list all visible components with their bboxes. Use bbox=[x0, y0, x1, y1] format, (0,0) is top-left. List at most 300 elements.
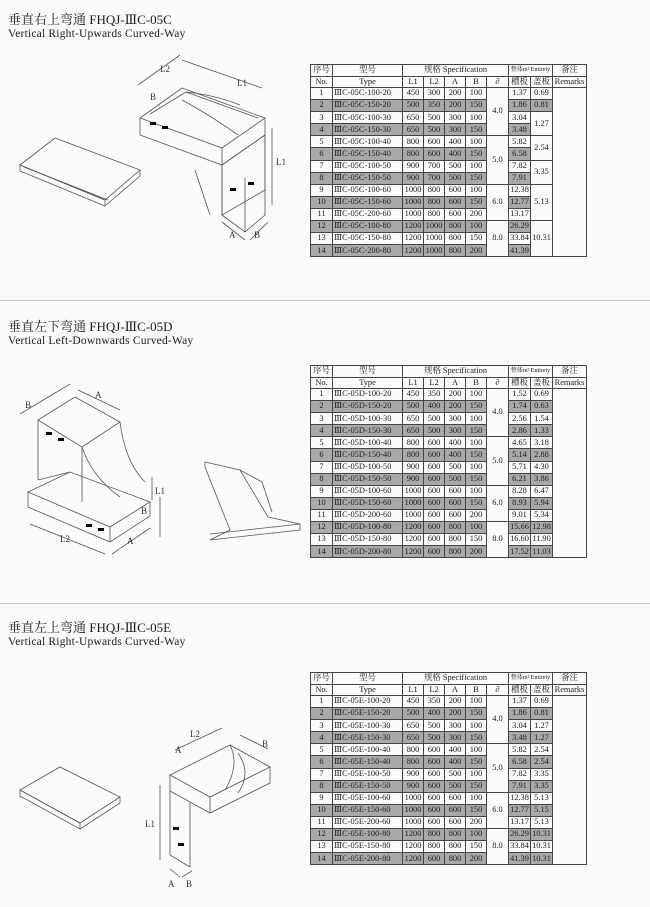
cell-remarks bbox=[553, 696, 587, 865]
col-b-header: B bbox=[466, 684, 487, 696]
cell-type: ⅢC-05C-150-80 bbox=[333, 233, 403, 245]
cell-type: ⅢC-05C-100-60 bbox=[333, 184, 403, 196]
dim-l1-vert-label: L1 bbox=[276, 157, 286, 167]
cell-b: 100 bbox=[466, 413, 487, 425]
col-entirety-header: 整体m² Entirety bbox=[509, 366, 553, 378]
cell-no: 8 bbox=[311, 780, 333, 792]
cell-l1: 900 bbox=[403, 461, 424, 473]
cell-no: 7 bbox=[311, 160, 333, 172]
header-row bbox=[311, 377, 587, 389]
col-remarks-header: 备注 bbox=[553, 673, 587, 685]
cell-l1: 1000 bbox=[403, 184, 424, 196]
cell-l1: 800 bbox=[403, 756, 424, 768]
cell-no: 8 bbox=[311, 473, 333, 485]
header-row bbox=[311, 65, 587, 77]
table-row bbox=[311, 413, 587, 425]
cell-thickness: 5.0 bbox=[487, 136, 509, 184]
cell-l2: 800 bbox=[424, 184, 445, 196]
cell-no: 6 bbox=[311, 449, 333, 461]
cell-no: 1 bbox=[311, 88, 333, 100]
cell-a: 200 bbox=[445, 401, 466, 413]
cell-type: ⅢC-05C-100-50 bbox=[333, 160, 403, 172]
cell-thickness: 4.0 bbox=[487, 389, 509, 437]
cell-trough: 8.93 bbox=[509, 497, 531, 509]
cell-trough: 5.82 bbox=[509, 744, 531, 756]
col-thickness-header: ∂ bbox=[487, 377, 509, 389]
section-05e bbox=[0, 605, 650, 907]
cell-cover: 10.31 bbox=[531, 221, 553, 257]
cell-b: 100 bbox=[466, 792, 487, 804]
cell-thickness: 6.0 bbox=[487, 184, 509, 220]
cell-type: ⅢC-05D-150-40 bbox=[333, 449, 403, 461]
cell-b: 150 bbox=[466, 780, 487, 792]
cell-a: 400 bbox=[445, 449, 466, 461]
col-entirety-header: 整体m² Entirety bbox=[509, 65, 553, 77]
cell-l2: 800 bbox=[424, 841, 445, 853]
cell-l2: 600 bbox=[424, 485, 445, 497]
cell-a: 800 bbox=[445, 221, 466, 233]
cell-no: 6 bbox=[311, 148, 333, 160]
cell-b: 100 bbox=[466, 744, 487, 756]
cell-l1: 900 bbox=[403, 160, 424, 172]
cell-a: 300 bbox=[445, 720, 466, 732]
table-row bbox=[311, 425, 587, 437]
cell-no: 7 bbox=[311, 461, 333, 473]
cell-l2: 400 bbox=[424, 708, 445, 720]
cell-type: ⅢC-05E-150-20 bbox=[333, 708, 403, 720]
cell-b: 150 bbox=[466, 124, 487, 136]
cell-l2: 350 bbox=[424, 100, 445, 112]
cell-type: ⅢC-05E-100-40 bbox=[333, 744, 403, 756]
cell-l2: 500 bbox=[424, 124, 445, 136]
cell-cover: 11.90 bbox=[531, 534, 553, 546]
cell-a: 800 bbox=[445, 245, 466, 257]
table-row bbox=[311, 534, 587, 546]
cell-trough: 8.28 bbox=[509, 485, 531, 497]
cell-trough: 7.91 bbox=[509, 172, 531, 184]
cell-no: 6 bbox=[311, 756, 333, 768]
cell-l2: 600 bbox=[424, 792, 445, 804]
table-row bbox=[311, 841, 587, 853]
table-row bbox=[311, 112, 587, 124]
section-title-en: Vertical Right-Upwards Curved-Way bbox=[8, 636, 186, 648]
cell-type: ⅢC-05D-100-20 bbox=[333, 389, 403, 401]
dim-a-label: A bbox=[229, 230, 236, 240]
cell-cover: 6.47 bbox=[531, 485, 553, 497]
cell-cover: 5.13 bbox=[531, 184, 553, 220]
dim-l2-label: L2 bbox=[60, 534, 70, 544]
cell-b: 150 bbox=[466, 804, 487, 816]
cell-trough: 1.86 bbox=[509, 100, 531, 112]
table-row bbox=[311, 461, 587, 473]
cell-cover: 10.31 bbox=[531, 829, 553, 841]
cell-cover: 5.34 bbox=[531, 509, 553, 521]
cell-a: 200 bbox=[445, 88, 466, 100]
dim-l2-label: L2 bbox=[160, 64, 170, 74]
cell-trough: 3.04 bbox=[509, 720, 531, 732]
cell-thickness: 8.0 bbox=[487, 829, 509, 865]
cell-a: 300 bbox=[445, 124, 466, 136]
cell-no: 2 bbox=[311, 100, 333, 112]
cell-no: 4 bbox=[311, 124, 333, 136]
col-trough-header: 槽板 bbox=[509, 684, 531, 696]
col-spec-header: 规格 Specification bbox=[403, 366, 509, 378]
cell-thickness: 6.0 bbox=[487, 792, 509, 828]
col-remarks-en-header: Remarks bbox=[553, 377, 587, 389]
cell-b: 100 bbox=[466, 136, 487, 148]
tray-bend-drawing bbox=[0, 0, 310, 300]
dim-a2-label: A bbox=[127, 536, 134, 546]
cell-b: 150 bbox=[466, 196, 487, 208]
col-cover-header: 盖板 bbox=[531, 377, 553, 389]
cell-l1: 800 bbox=[403, 148, 424, 160]
cell-l2: 600 bbox=[424, 136, 445, 148]
cell-no: 4 bbox=[311, 732, 333, 744]
table-row bbox=[311, 744, 587, 756]
dim-l2-label: L2 bbox=[190, 729, 200, 739]
cell-l1: 450 bbox=[403, 88, 424, 100]
cell-type: ⅢC-05D-100-60 bbox=[333, 485, 403, 497]
cell-type: ⅢC-05E-100-30 bbox=[333, 720, 403, 732]
cell-type: ⅢC-05D-100-50 bbox=[333, 461, 403, 473]
table-row bbox=[311, 792, 587, 804]
cell-cover: 0.69 bbox=[531, 696, 553, 708]
cell-a: 200 bbox=[445, 100, 466, 112]
cell-cover: 1.27 bbox=[531, 732, 553, 744]
cell-trough: 2.86 bbox=[509, 425, 531, 437]
header-row bbox=[311, 673, 587, 685]
cell-type: ⅢC-05C-150-20 bbox=[333, 100, 403, 112]
cell-cover: 5.13 bbox=[531, 792, 553, 804]
cell-l2: 600 bbox=[424, 437, 445, 449]
cell-a: 600 bbox=[445, 196, 466, 208]
cell-b: 150 bbox=[466, 756, 487, 768]
cell-l1: 800 bbox=[403, 136, 424, 148]
cell-trough: 13.17 bbox=[509, 208, 531, 220]
cell-cover: 1.27 bbox=[531, 112, 553, 136]
cell-a: 300 bbox=[445, 413, 466, 425]
cell-l1: 800 bbox=[403, 744, 424, 756]
cell-l2: 600 bbox=[424, 744, 445, 756]
cell-b: 100 bbox=[466, 112, 487, 124]
cell-b: 100 bbox=[466, 88, 487, 100]
cell-l2: 300 bbox=[424, 88, 445, 100]
cell-trough: 41.39 bbox=[509, 853, 531, 865]
cell-trough: 33.84 bbox=[509, 841, 531, 853]
table-row bbox=[311, 437, 587, 449]
cell-a: 400 bbox=[445, 148, 466, 160]
cell-b: 150 bbox=[466, 100, 487, 112]
cell-type: ⅢC-05E-100-80 bbox=[333, 829, 403, 841]
cell-a: 300 bbox=[445, 425, 466, 437]
cell-a: 800 bbox=[445, 853, 466, 865]
cell-b: 150 bbox=[466, 473, 487, 485]
cell-l2: 500 bbox=[424, 720, 445, 732]
cell-type: ⅢC-05D-100-30 bbox=[333, 413, 403, 425]
cell-l1: 450 bbox=[403, 389, 424, 401]
table-row bbox=[311, 756, 587, 768]
cell-b: 100 bbox=[466, 829, 487, 841]
col-entirety-header: 整体m² Entirety bbox=[509, 673, 553, 685]
cell-cover: 2.88 bbox=[531, 449, 553, 461]
cell-cover: 10.31 bbox=[531, 853, 553, 865]
col-spec-header: 规格 Specification bbox=[403, 673, 509, 685]
cell-type: ⅢC-05C-100-20 bbox=[333, 88, 403, 100]
cell-l1: 800 bbox=[403, 437, 424, 449]
cell-l1: 1200 bbox=[403, 829, 424, 841]
table-row bbox=[311, 497, 587, 509]
col-no-en-header: No. bbox=[311, 684, 333, 696]
cell-cover: 3.18 bbox=[531, 437, 553, 449]
col-remarks-header: 备注 bbox=[553, 366, 587, 378]
cell-type: ⅢC-05E-150-50 bbox=[333, 780, 403, 792]
table-row bbox=[311, 708, 587, 720]
cell-l1: 1000 bbox=[403, 196, 424, 208]
cell-trough: 6.21 bbox=[509, 473, 531, 485]
cell-l1: 1000 bbox=[403, 816, 424, 828]
dim-b2-label: B bbox=[254, 230, 261, 240]
cell-no: 14 bbox=[311, 853, 333, 865]
cell-a: 800 bbox=[445, 546, 466, 558]
cell-no: 1 bbox=[311, 389, 333, 401]
cell-thickness: 4.0 bbox=[487, 88, 509, 136]
cell-l2: 600 bbox=[424, 461, 445, 473]
cell-cover: 2.54 bbox=[531, 136, 553, 160]
header-row bbox=[311, 366, 587, 378]
cell-trough: 7.82 bbox=[509, 768, 531, 780]
cell-no: 12 bbox=[311, 829, 333, 841]
cell-thickness: 5.0 bbox=[487, 437, 509, 485]
cell-cover: 12.98 bbox=[531, 522, 553, 534]
cell-no: 8 bbox=[311, 172, 333, 184]
col-l1-header: L1 bbox=[403, 76, 424, 88]
cell-l2: 600 bbox=[424, 756, 445, 768]
cell-thickness: 4.0 bbox=[487, 696, 509, 744]
cell-l2: 350 bbox=[424, 696, 445, 708]
cell-no: 11 bbox=[311, 208, 333, 220]
cell-cover: 11.03 bbox=[531, 546, 553, 558]
cell-no: 9 bbox=[311, 485, 333, 497]
dim-a-label: A bbox=[175, 745, 182, 755]
table-row bbox=[311, 522, 587, 534]
cell-l1: 650 bbox=[403, 413, 424, 425]
cell-cover: 3.35 bbox=[531, 160, 553, 184]
col-trough-header: 槽板 bbox=[509, 76, 531, 88]
col-cover-header: 盖板 bbox=[531, 76, 553, 88]
cell-a: 400 bbox=[445, 744, 466, 756]
cell-a: 800 bbox=[445, 522, 466, 534]
cell-a: 500 bbox=[445, 473, 466, 485]
dim-a-label: A bbox=[95, 390, 102, 400]
cell-trough: 13.17 bbox=[509, 816, 531, 828]
col-no-en-header: No. bbox=[311, 76, 333, 88]
section-title-cn: 垂直左上弯通 FHQJ-ⅢC-05E bbox=[8, 620, 172, 635]
cell-l2: 1000 bbox=[424, 233, 445, 245]
cell-no: 2 bbox=[311, 708, 333, 720]
cell-type: ⅢC-05D-100-80 bbox=[333, 522, 403, 534]
col-type-header: 型号 bbox=[333, 673, 403, 685]
cell-l2: 500 bbox=[424, 413, 445, 425]
col-a-header: A bbox=[445, 377, 466, 389]
cell-a: 800 bbox=[445, 233, 466, 245]
cell-cover: 1.54 bbox=[531, 413, 553, 425]
cell-trough: 6.58 bbox=[509, 148, 531, 160]
cell-no: 14 bbox=[311, 546, 333, 558]
section-title-cn: 垂直左下弯通 FHQJ-ⅢC-05D bbox=[8, 319, 173, 334]
cell-b: 150 bbox=[466, 401, 487, 413]
cell-trough: 7.82 bbox=[509, 160, 531, 172]
cell-l2: 600 bbox=[424, 148, 445, 160]
cell-a: 200 bbox=[445, 389, 466, 401]
cell-no: 10 bbox=[311, 196, 333, 208]
cell-trough: 9.01 bbox=[509, 509, 531, 521]
cell-a: 600 bbox=[445, 485, 466, 497]
cell-l1: 650 bbox=[403, 732, 424, 744]
cell-l1: 1200 bbox=[403, 841, 424, 853]
cell-no: 11 bbox=[311, 816, 333, 828]
col-no-header: 序号 bbox=[311, 673, 333, 685]
cell-thickness: 6.0 bbox=[487, 485, 509, 521]
col-type-en-header: Type bbox=[333, 377, 403, 389]
cell-no: 13 bbox=[311, 233, 333, 245]
col-l2-header: L2 bbox=[424, 377, 445, 389]
cell-type: ⅢC-05E-200-80 bbox=[333, 853, 403, 865]
table-row bbox=[311, 829, 587, 841]
table-row bbox=[311, 184, 587, 196]
cell-b: 100 bbox=[466, 160, 487, 172]
cell-l1: 1200 bbox=[403, 853, 424, 865]
spec-table bbox=[310, 64, 587, 257]
cell-cover: 5.94 bbox=[531, 497, 553, 509]
cell-no: 3 bbox=[311, 413, 333, 425]
cell-cover: 2.54 bbox=[531, 756, 553, 768]
cell-type: ⅢC-05C-100-30 bbox=[333, 112, 403, 124]
section-title-en: Vertical Right-Upwards Curved-Way bbox=[8, 28, 186, 40]
cell-type: ⅢC-05D-200-80 bbox=[333, 546, 403, 558]
cell-trough: 16.60 bbox=[509, 534, 531, 546]
cell-type: ⅢC-05C-150-60 bbox=[333, 196, 403, 208]
col-b-header: B bbox=[466, 377, 487, 389]
cell-b: 150 bbox=[466, 148, 487, 160]
cell-l2: 500 bbox=[424, 425, 445, 437]
cell-type: ⅢC-05E-150-40 bbox=[333, 756, 403, 768]
col-l1-header: L1 bbox=[403, 684, 424, 696]
cell-l2: 700 bbox=[424, 172, 445, 184]
cell-b: 100 bbox=[466, 720, 487, 732]
cell-trough: 7.91 bbox=[509, 780, 531, 792]
table-row bbox=[311, 720, 587, 732]
cell-no: 12 bbox=[311, 522, 333, 534]
cell-cover: 5.15 bbox=[531, 804, 553, 816]
cell-b: 200 bbox=[466, 509, 487, 521]
col-remarks-en-header: Remarks bbox=[553, 684, 587, 696]
cell-l1: 800 bbox=[403, 449, 424, 461]
col-remarks-en-header: Remarks bbox=[553, 76, 587, 88]
cell-b: 200 bbox=[466, 853, 487, 865]
cell-a: 600 bbox=[445, 497, 466, 509]
cell-a: 600 bbox=[445, 804, 466, 816]
dim-a2-label: A bbox=[168, 879, 175, 889]
cell-a: 200 bbox=[445, 708, 466, 720]
cell-no: 5 bbox=[311, 744, 333, 756]
dim-l1-label: L1 bbox=[145, 819, 155, 829]
table-row bbox=[311, 100, 587, 112]
cell-b: 200 bbox=[466, 546, 487, 558]
cell-trough: 1.74 bbox=[509, 401, 531, 413]
cell-cover: 2.54 bbox=[531, 744, 553, 756]
cell-trough: 1.37 bbox=[509, 696, 531, 708]
cell-l1: 1200 bbox=[403, 522, 424, 534]
table-row bbox=[311, 485, 587, 497]
col-l2-header: L2 bbox=[424, 76, 445, 88]
table-row bbox=[311, 768, 587, 780]
dim-b2-label: B bbox=[141, 506, 148, 516]
cell-l1: 1200 bbox=[403, 233, 424, 245]
cell-type: ⅢC-05D-150-30 bbox=[333, 425, 403, 437]
cell-no: 5 bbox=[311, 437, 333, 449]
cell-trough: 1.86 bbox=[509, 708, 531, 720]
cell-b: 100 bbox=[466, 522, 487, 534]
cell-type: ⅢC-05E-100-60 bbox=[333, 792, 403, 804]
cell-l2: 400 bbox=[424, 401, 445, 413]
cell-l2: 600 bbox=[424, 522, 445, 534]
dim-b2-label: B bbox=[186, 879, 193, 889]
cell-a: 500 bbox=[445, 768, 466, 780]
cell-b: 100 bbox=[466, 437, 487, 449]
header-row bbox=[311, 76, 587, 88]
cell-cover: 0.63 bbox=[531, 401, 553, 413]
cell-l1: 900 bbox=[403, 768, 424, 780]
cell-a: 500 bbox=[445, 780, 466, 792]
cell-trough: 5.71 bbox=[509, 461, 531, 473]
cell-b: 100 bbox=[466, 184, 487, 196]
cell-no: 10 bbox=[311, 804, 333, 816]
cell-l2: 500 bbox=[424, 112, 445, 124]
cell-type: ⅢC-05C-150-40 bbox=[333, 148, 403, 160]
cell-trough: 3.48 bbox=[509, 732, 531, 744]
cell-type: ⅢC-05C-150-50 bbox=[333, 172, 403, 184]
section-05c bbox=[0, 0, 650, 300]
spec-table bbox=[310, 365, 587, 558]
cell-cover: 3.35 bbox=[531, 780, 553, 792]
col-no-header: 序号 bbox=[311, 366, 333, 378]
table-row bbox=[311, 136, 587, 148]
table-row bbox=[311, 732, 587, 744]
cell-b: 100 bbox=[466, 485, 487, 497]
cell-thickness: 8.0 bbox=[487, 522, 509, 558]
cell-b: 100 bbox=[466, 768, 487, 780]
cell-b: 150 bbox=[466, 497, 487, 509]
dim-b-label: B bbox=[262, 739, 269, 749]
cell-cover: 0.81 bbox=[531, 708, 553, 720]
col-spec-header: 规格 Specification bbox=[403, 65, 509, 77]
dim-l1-label: L1 bbox=[155, 486, 165, 496]
cell-a: 600 bbox=[445, 509, 466, 521]
cell-a: 800 bbox=[445, 534, 466, 546]
cell-remarks bbox=[553, 88, 587, 257]
table-row bbox=[311, 816, 587, 828]
cell-type: ⅢC-05C-200-60 bbox=[333, 208, 403, 220]
cell-l2: 600 bbox=[424, 853, 445, 865]
cell-l2: 600 bbox=[424, 473, 445, 485]
cell-b: 200 bbox=[466, 208, 487, 220]
cell-l2: 700 bbox=[424, 160, 445, 172]
cell-l1: 900 bbox=[403, 473, 424, 485]
cell-cover: 10.31 bbox=[531, 841, 553, 853]
col-type-header: 型号 bbox=[333, 366, 403, 378]
cell-type: ⅢC-05D-150-50 bbox=[333, 473, 403, 485]
cell-b: 150 bbox=[466, 841, 487, 853]
